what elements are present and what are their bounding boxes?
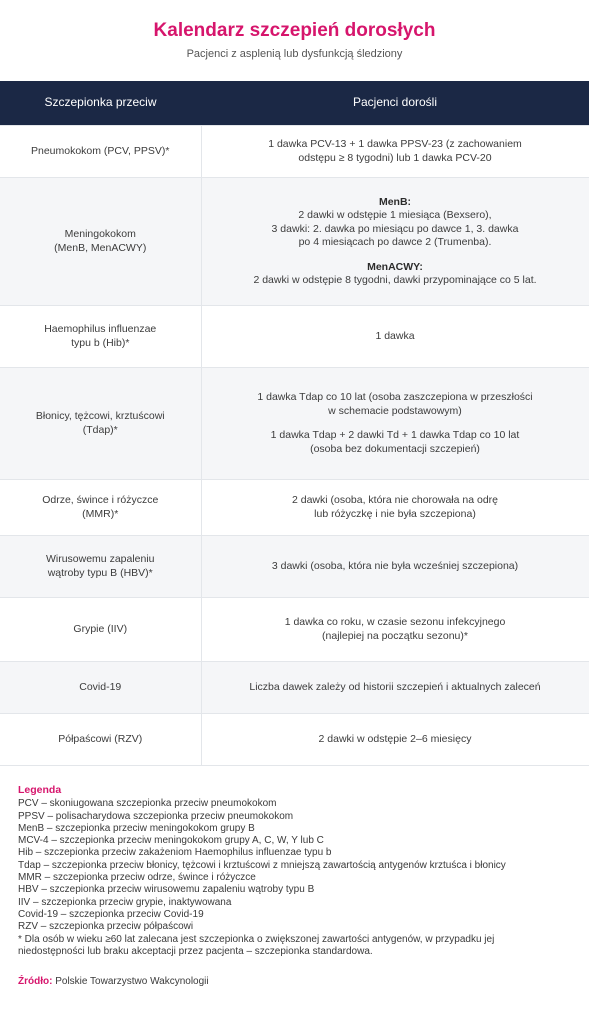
table-row (0, 480, 589, 536)
doses-cell (201, 598, 589, 662)
vaccine-line: Covid-19 (79, 680, 122, 693)
legend-items (18, 798, 571, 958)
legend-item: RZV – szczepionka przeciw półpaścowi (18, 921, 194, 933)
doses-line: 1 dawka (375, 329, 415, 342)
doses-line: Liczba dawek zależy od historii szczepień i aktualnych zaleceń (249, 680, 541, 693)
vaccine-line: typu b (Hib)* (71, 336, 130, 349)
column-header-adults: Pacjenci dorośli (201, 81, 589, 126)
doses-cell (201, 306, 589, 368)
source-label: Źródło: (18, 976, 53, 988)
legend-item: Hib – szczepionka przeciw zakażeniom Haemophilus influenzae typu b (18, 847, 332, 859)
doses-line: lub różyczkę i nie była szczepiona) (314, 507, 476, 520)
doses-line: po 4 miesiącach po dawce 2 (Trumenba). (298, 236, 492, 248)
doses-line: 2 dawki w odstępie 8 tygodni, dawki przypominające co 5 lat. (253, 274, 537, 286)
doses-cell (201, 126, 589, 178)
doses-cell (201, 368, 589, 480)
doses-cell (201, 480, 589, 536)
doses-line: 1 dawka co roku, w czasie sezonu infekcyjnego (284, 616, 506, 628)
legend-item: * Dla osób w wieku ≥60 lat zalecana jest szczepionka o zwiększonej zawartości antygenów, w przypadku jej (18, 933, 495, 945)
table-header-row (0, 81, 589, 126)
page-title: Kalendarz szczepień dorosłych (153, 20, 436, 41)
legend-item: PCV – skoniugowana szczepionka przeciw pneumokokom (18, 798, 277, 810)
page-subtitle: Pacjenci z asplenią lub dysfunkcją śledziony (186, 48, 403, 60)
doses-line: 2 dawki w odstępie 1 miesiąca (Bexsero), (298, 209, 492, 221)
vaccine-cell (0, 126, 201, 178)
doses-line: 1 dawka Tdap + 2 dawki Td + 1 dawka Tdap co 10 lat (270, 429, 520, 441)
vaccine-cell (0, 480, 201, 536)
vaccine-line: (Tdap)* (82, 423, 118, 436)
legend-item: HBV – szczepionka przeciw wirusowemu zapaleniu wątroby typu B (18, 884, 315, 896)
table-row (0, 536, 589, 598)
table-row (0, 598, 589, 662)
table-row (0, 126, 589, 178)
vaccine-cell (0, 598, 201, 662)
doses-subheading: MenB: (378, 195, 412, 208)
doses-line (214, 250, 577, 261)
doses-line: (najlepiej na początku sezonu)* (322, 629, 468, 642)
vaccine-line: Półpaścowi (RZV) (58, 732, 143, 745)
vaccine-line: Pneumokokom (PCV, PPSV)* (30, 144, 170, 157)
legend (0, 784, 589, 958)
vaccine-line: Odrze, śwince i różyczce (42, 494, 159, 506)
doses-subheading: MenACWY: (367, 260, 423, 273)
vaccine-cell (0, 178, 201, 306)
doses-line: (osoba bez dokumentacji szczepień) (310, 442, 480, 455)
legend-item: MenB – szczepionka przeciw meningokokom grupy B (18, 822, 255, 834)
source (0, 976, 589, 987)
doses-line: w schemacie podstawowym) (328, 404, 462, 417)
table-row (0, 306, 589, 368)
doses-cell (201, 714, 589, 766)
column-header-vaccine: Szczepionka przeciw (0, 81, 201, 126)
vaccine-line: Haemophilus influenzae (44, 323, 157, 335)
doses-line: 1 dawka PCV-13 + 1 dawka PPSV-23 (z zachowaniem (268, 138, 522, 150)
doses-line: 3 dawki: 2. dawka po miesiącu po dawce 1, 3. dawka (271, 222, 519, 235)
vaccine-cell (0, 368, 201, 480)
doses-cell (201, 662, 589, 714)
legend-item: PPSV – polisacharydowa szczepionka przeciw pneumokokom (18, 810, 294, 822)
legend-item: MMR – szczepionka przeciw odrze, śwince i różyczce (18, 872, 256, 884)
vaccine-cell (0, 536, 201, 598)
vaccine-cell (0, 714, 201, 766)
source-text: Polskie Towarzystwo Wakcynologii (55, 976, 209, 988)
doses-line (214, 418, 577, 429)
doses-cell (201, 178, 589, 306)
table-row (0, 178, 589, 306)
vaccine-cell (0, 306, 201, 368)
vaccine-line: Meningokokom (64, 228, 136, 240)
legend-title: Legenda (18, 784, 62, 796)
vaccination-table (0, 81, 589, 766)
vaccine-line: (MMR)* (82, 507, 119, 520)
table-body (0, 126, 589, 766)
doses-line: odstępu ≥ 8 tygodni) lub 1 dawka PCV-20 (298, 151, 492, 164)
legend-item: IIV – szczepionka przeciw grypie, inaktywowana (18, 896, 232, 908)
vaccine-line: Wirusowemu zapaleniu (45, 553, 155, 565)
table-row (0, 662, 589, 714)
legend-item: niedostępności lub braku akceptacji przez pacjenta – szczepionka standardowa. (18, 945, 373, 957)
doses-line: 3 dawki (osoba, która nie była wcześniej szczepiona) (271, 559, 519, 572)
doses-cell (201, 536, 589, 598)
table-row (0, 714, 589, 766)
vaccine-cell (0, 662, 201, 714)
vaccine-line: Grypie (IIV) (73, 622, 128, 635)
legend-item: MCV-4 – szczepionka przeciw meningokokom grupy A, C, W, Y lub C (18, 835, 324, 847)
doses-line: 2 dawki w odstępie 2–6 miesięcy (318, 732, 472, 745)
vaccine-line: wątroby typu B (HBV)* (47, 566, 153, 579)
doses-line: 2 dawki (osoba, która nie chorowała na odrę (291, 494, 499, 506)
legend-item: Covid-19 – szczepionka przeciw Covid-19 (18, 908, 204, 920)
doses-line: 1 dawka Tdap co 10 lat (osoba zaszczepiona w przeszłości (257, 391, 533, 403)
legend-item: Tdap – szczepionka przeciw błonicy, tężcowi i krztuścowi z mniejszą zawartością antygenów krztuśca i błonicy (18, 859, 506, 871)
table-row (0, 368, 589, 480)
vaccine-line: (MenB, MenACWY) (54, 241, 147, 254)
vaccine-line: Błonicy, tężcowi, krztuścowi (35, 410, 165, 422)
